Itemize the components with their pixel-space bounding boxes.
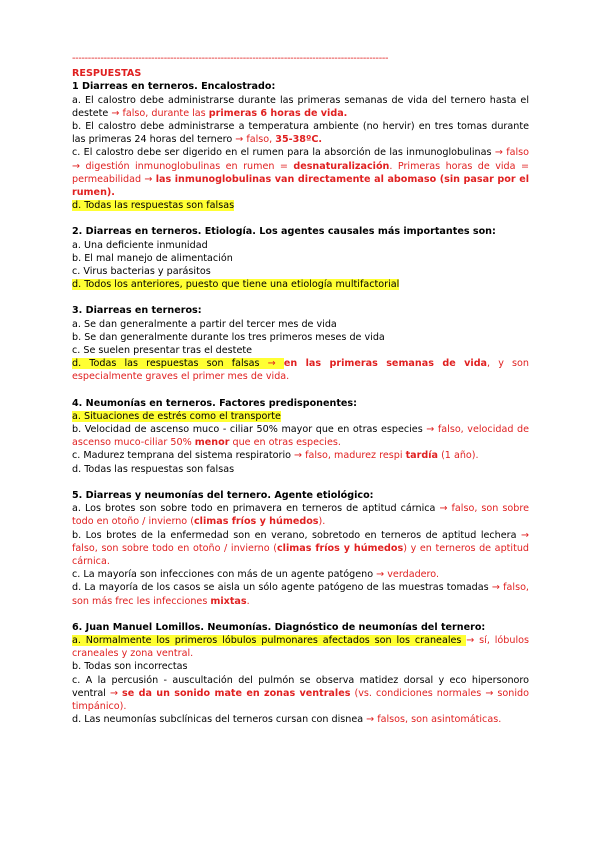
q2-option-d	[72, 278, 529, 291]
q4-option-a	[72, 410, 529, 423]
q4-option-d: d. Todas las respuestas son falsas	[72, 463, 235, 475]
answer-document	[72, 52, 529, 739]
q5-option-c: c. La mayoría son infecciones con más de un agente patógeno → verdadero.	[72, 569, 440, 581]
correct-answer-highlight: d. Todos los anteriores, puesto que tiene una etiología multifactorial	[72, 279, 400, 291]
question-6	[72, 621, 529, 727]
question-1-title: 1 Diarreas en terneros. Encalostrado:	[72, 81, 276, 93]
q3-option-b: b. Se dan generalmente durante los tres primeros meses de vida	[72, 331, 385, 343]
question-2	[72, 225, 529, 291]
question-6-title: 6. Juan Manuel Lomillos. Neumonías. Diagnóstico de neumonías del ternero:	[72, 621, 486, 633]
q3-option-a: a. Se dan generalmente a partir del tercer mes de vida	[72, 318, 337, 330]
correct-answer-highlight: d. Todas las respuestas son falsas	[72, 200, 235, 212]
q6-option-d: d. Las neumonías subclínicas del terneros cursan con disnea → falsos, son asintomáticas.	[72, 714, 502, 726]
question-3	[72, 304, 529, 383]
q6-option-b: b. Todas son incorrectas	[72, 661, 188, 673]
question-2-title: 2. Diarreas en terneros. Etiología. Los agentes causales más importantes son:	[72, 226, 496, 238]
q5-option-a: a. Los brotes son sobre todo en primavera en terneros de aptitud cárnica → falso, son sobre todo en otoño / invierno (climas fríos y húmedos).	[72, 503, 529, 528]
question-4-title: 4. Neumonías en terneros. Factores predisponentes:	[72, 397, 357, 409]
q1-option-c: c. El calostro debe ser digerido en el rumen para la absorción de las inmunoglobulinas → falso → digestión inmunoglobulinas en rumen = desnaturalización. Primeras horas de vida = permeabilidad → las inmunoglobulinas van directamente al abomaso (sin pasar por el rumen).	[72, 147, 529, 199]
correct-answer-highlight: d. Todas las respuestas son falsas	[72, 358, 260, 370]
correct-answer-highlight: a. Normalmente los primeros lóbulos pulmonares afectados son los craneales	[72, 634, 467, 646]
q2-option-b: b. El mal manejo de alimentación	[72, 252, 233, 264]
q2-option-c: c. Virus bacterias y parásitos	[72, 266, 211, 278]
q3-option-d: d. Todas las respuestas son falsas → en las primeras semanas de vida, y son especialmente graves el primer mes de vida.	[72, 358, 529, 383]
answers-heading: RESPUESTAS	[72, 68, 142, 80]
q4-option-b: b. Velocidad de ascenso muco - ciliar 50% mayor que en otras especies → falso, velocidad de ascenso muco-ciliar 50% menor que en otras especies.	[72, 424, 529, 449]
question-4	[72, 397, 529, 476]
q5-option-d: d. La mayoría de los casos se aisla un sólo agente patógeno de las muestras tomadas → falso, son más frec les infecciones mixtas.	[72, 582, 529, 607]
question-3-title: 3. Diarreas en terneros:	[72, 305, 202, 317]
q5-option-b: b. Los brotes de la enfermedad son en verano, sobretodo en terneros de aptitud lechera → falso, son sobre todo en otoño / invierno (climas fríos y húmedos) y en terneros de aptitud cárnica.	[72, 529, 530, 567]
q1-option-d	[72, 199, 529, 212]
q6-option-c: c. A la percusión - auscultación del pulmón se observa matidez dorsal y eco hipersonoro ventral → se da un sonido mate en zonas ventrales (vs. condiciones normales → sonido timpánico).	[72, 674, 529, 712]
question-5-title: 5. Diarreas y neumonías del ternero. Agente etiológico:	[72, 489, 374, 501]
q3-option-c: c. Se suelen presentar tras el destete	[72, 345, 253, 357]
question-5	[72, 489, 529, 608]
q1-option-b: b. El calostro debe administrarse a temperatura ambiente (no hervir) en tres tomas durante las primeras 24 horas del ternero → falso, 35-38ºC.	[72, 121, 529, 146]
correct-answer-highlight: a. Situaciones de estrés como el transporte	[72, 410, 281, 422]
q2-option-a: a. Una deficiente inmunidad	[72, 239, 208, 251]
divider-line: ----------------------------------------------------------------------------------------------------	[72, 53, 389, 64]
q6-option-a: a. Normalmente los primeros lóbulos pulmonares afectados son los craneales → sí, lóbulos craneales y zona ventral.	[72, 634, 529, 660]
q1-option-a: a. El calostro debe administrarse durante las primeras semanas de vida del ternero hasta el destete → falso, durante las primeras 6 horas de vida.	[72, 94, 529, 119]
question-1	[72, 80, 529, 212]
q4-option-c: c. Madurez temprana del sistema respiratorio → falso, madurez respi tardía (1 año).	[72, 450, 479, 462]
